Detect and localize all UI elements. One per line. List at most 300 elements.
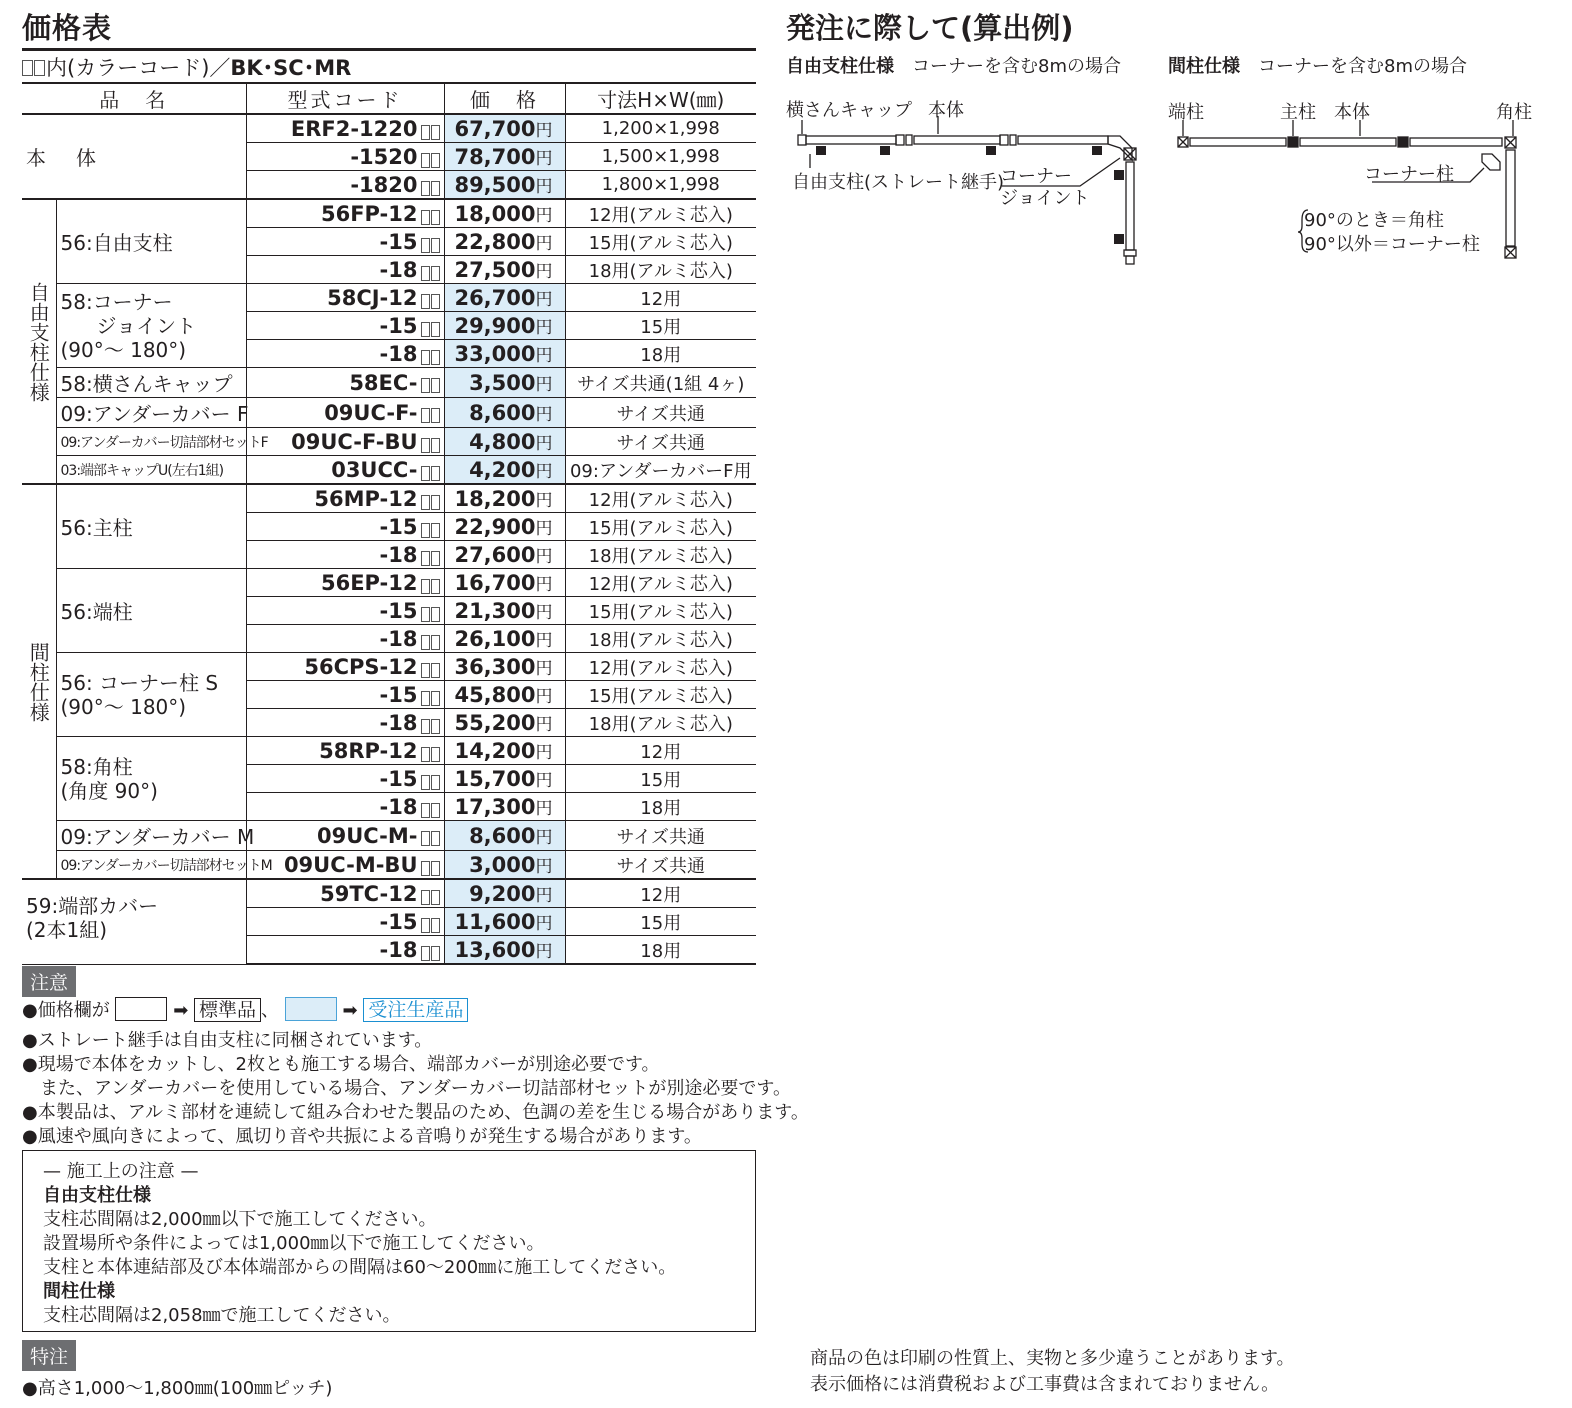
yen-unit: 円	[535, 914, 553, 934]
yen-unit: 円	[535, 234, 553, 254]
model-code-cell	[246, 709, 444, 737]
dimension-cell: 15用(アルミ芯入)	[565, 513, 756, 541]
color-code-placeholder-icon	[420, 827, 440, 842]
model-code-cell	[246, 171, 444, 200]
legend-bto-swatch	[285, 997, 337, 1021]
header-dim: 寸法H×W(㎜)	[565, 83, 756, 114]
legend-std-tag: 標準品	[194, 998, 261, 1022]
yen-unit: 円	[535, 462, 553, 482]
install-line-4: 支柱芯間隔は2,058㎜で施工してください。	[43, 1305, 401, 1326]
price-value: 3,500	[469, 371, 536, 395]
dimension-cell: 15用(アルミ芯入)	[565, 597, 756, 625]
price-cell	[444, 340, 565, 368]
header-name: 品 名	[22, 83, 246, 114]
price-value: 67,700	[454, 117, 536, 141]
product-name: 56: コーナー柱 S	[60, 670, 219, 695]
color-code-line	[22, 52, 351, 82]
price-cell	[444, 256, 565, 284]
install-line-2: 設置場所や条件によっては1,000㎜以下で施工してください。	[43, 1233, 545, 1254]
label-body: 本体	[928, 100, 964, 121]
model-code-cell	[246, 936, 444, 965]
model-code: -15	[379, 598, 418, 623]
model-code: 56EP-12	[320, 570, 418, 595]
category-cell: 自由支柱仕様	[22, 199, 56, 484]
dimension-cell: 1,800×1,998	[565, 171, 756, 200]
dimension-cell: 15用(アルミ芯入)	[565, 681, 756, 709]
dimension-cell: 18用	[565, 340, 756, 368]
price-value: 8,600	[469, 824, 536, 848]
yen-unit: 円	[535, 318, 553, 338]
color-code-placeholder-icon	[420, 799, 440, 814]
price-table	[22, 82, 756, 965]
color-code-placeholder-icon	[420, 462, 440, 477]
install-line-3: 支柱と本体連結部及び本体端部からの間隔は60～200㎜に施工してください。	[43, 1257, 677, 1278]
model-code-cell	[246, 228, 444, 256]
price-value: 27,500	[454, 258, 536, 282]
dimension-cell: 09:アンダーカバーF用	[565, 456, 756, 485]
dimension-cell: 1,500×1,998	[565, 143, 756, 171]
product-name: ジョイント	[96, 313, 197, 338]
model-code-cell	[246, 625, 444, 653]
mid-spec-title: 間柱仕様	[1168, 56, 1240, 77]
product-name-cell	[56, 569, 246, 653]
model-code-cell	[246, 879, 444, 908]
price-value: 45,800	[454, 683, 536, 707]
dimension-cell: サイズ共通	[565, 821, 756, 851]
product-name: 09:アンダーカバー切詰部材セットF	[60, 434, 268, 451]
label-square-post: 角柱	[1496, 102, 1532, 123]
table-row	[22, 456, 756, 485]
yen-unit: 円	[535, 575, 553, 595]
table-row	[22, 114, 756, 143]
special-badge: 特注	[22, 1340, 76, 1371]
yen-unit: 円	[535, 743, 553, 763]
product-name: 09:アンダーカバー切詰部材セットM	[60, 857, 272, 874]
price-cell	[444, 821, 565, 851]
table-row	[22, 398, 756, 428]
label-cond-2: 90°以外＝コーナー柱	[1304, 234, 1480, 255]
dimension-cell: 12用	[565, 737, 756, 765]
notes-badge: 注意	[22, 966, 76, 997]
yen-unit: 円	[535, 290, 553, 310]
product-name: 58:コーナー	[60, 289, 173, 314]
yen-unit: 円	[535, 434, 553, 454]
model-code-cell	[246, 484, 444, 513]
model-code: 58RP-12	[319, 738, 418, 763]
color-code-placeholder-icon	[420, 404, 440, 419]
body-panel-icon	[1190, 138, 1286, 146]
price-cell	[444, 143, 565, 171]
color-code-placeholder-icon	[420, 262, 440, 277]
product-name: 58:角柱	[60, 754, 133, 779]
price-value: 11,600	[454, 910, 536, 934]
yen-unit: 円	[535, 121, 553, 141]
color-code-placeholder-icon	[420, 743, 440, 758]
body-panel-icon	[806, 136, 896, 144]
model-code-cell	[246, 256, 444, 284]
price-cell	[444, 709, 565, 737]
color-code-placeholder-icon	[420, 206, 440, 221]
model-code: -15	[379, 682, 418, 707]
table-row	[22, 653, 756, 681]
dimension-cell: 15用(アルミ芯入)	[565, 228, 756, 256]
body-panel-vertical-icon	[1506, 150, 1515, 246]
color-code-placeholder-icon	[420, 603, 440, 618]
table-row	[22, 569, 756, 597]
model-code: -18	[379, 257, 418, 282]
color-code-placeholder-icon	[420, 575, 440, 590]
product-name: 03:端部キャップU(左右1組)	[60, 462, 224, 479]
product-name-cell	[56, 428, 268, 456]
model-code-cell	[246, 398, 444, 428]
label-free-post: 自由支柱(ストレート継手)	[792, 172, 1005, 193]
yen-unit: 円	[535, 687, 553, 707]
model-code: -15	[379, 766, 418, 791]
color-code-placeholder-icon	[420, 659, 440, 674]
price-cell	[444, 114, 565, 143]
model-code-cell	[246, 312, 444, 340]
title-divider	[22, 48, 756, 51]
price-value: 14,200	[454, 739, 536, 763]
color-code-placeholder-icon	[420, 491, 440, 506]
model-code-cell	[246, 793, 444, 821]
product-name-cell	[56, 737, 246, 821]
price-cell	[444, 936, 565, 965]
table-row	[22, 368, 756, 398]
install-head-free: 自由支柱仕様	[43, 1185, 151, 1206]
price-value: 17,300	[454, 795, 536, 819]
product-name-cell	[56, 398, 249, 428]
price-value: 22,900	[454, 515, 536, 539]
table-row	[22, 284, 756, 312]
table-header-row	[22, 83, 756, 114]
yen-unit: 円	[535, 828, 553, 848]
model-code: -15	[379, 313, 418, 338]
model-code-cell	[246, 765, 444, 793]
model-code-cell	[246, 199, 444, 228]
yen-unit: 円	[535, 177, 553, 197]
footer-note-2: 表示価格には消費税および工事費は含まれておりません。	[810, 1374, 1280, 1395]
corner-post-icon	[1482, 154, 1500, 170]
price-value: 78,700	[454, 145, 536, 169]
yen-unit: 円	[535, 942, 553, 962]
special-text: ●高さ1,000～1,800㎜(100㎜ピッチ)	[22, 1378, 333, 1399]
price-value: 26,700	[454, 286, 536, 310]
dimension-cell: 18用(アルミ芯入)	[565, 625, 756, 653]
yen-unit: 円	[535, 547, 553, 567]
table-row	[22, 428, 756, 456]
price-cell	[444, 398, 565, 428]
price-value: 33,000	[454, 342, 536, 366]
color-code-placeholder-icon	[420, 149, 440, 164]
color-code-placeholder-icon	[420, 914, 440, 929]
page-title: 価格表	[22, 11, 113, 45]
legend-prefix: ●価格欄が	[22, 1000, 110, 1021]
price-cell	[444, 793, 565, 821]
note-5: ●風速や風向きによって、風切り音や共振による音鳴りが発生する場合があります。	[22, 1126, 702, 1147]
body-panel-icon	[1300, 138, 1396, 146]
body-panel-icon	[914, 136, 1000, 144]
product-name: 59:端部カバー	[26, 894, 159, 918]
price-cell	[444, 653, 565, 681]
color-code-prefix: 内(カラーコード)／	[46, 56, 231, 80]
model-code: -18	[379, 937, 418, 962]
color-code-placeholder-icon	[420, 121, 440, 136]
category-cell: 間柱仕様	[22, 484, 56, 879]
model-code: 56MP-12	[314, 486, 418, 511]
product-name-cell	[56, 484, 246, 569]
dimension-cell: 15用	[565, 908, 756, 936]
price-cell	[444, 569, 565, 597]
dimension-cell: 12用(アルミ芯入)	[565, 199, 756, 228]
price-value: 3,000	[469, 853, 536, 877]
price-cell	[444, 541, 565, 569]
color-code-placeholder-icon	[420, 234, 440, 249]
color-code-placeholder-icon	[420, 346, 440, 361]
color-code-placeholder-icon	[420, 177, 440, 192]
model-code: -15	[379, 909, 418, 934]
model-code: -18	[379, 626, 418, 651]
model-code-cell	[246, 737, 444, 765]
price-cell	[444, 428, 565, 456]
main-post-icon	[1288, 137, 1298, 147]
price-cell	[444, 513, 565, 541]
price-value: 4,800	[469, 430, 536, 454]
yen-unit: 円	[535, 375, 553, 395]
dimension-cell: 18用(アルミ芯入)	[565, 709, 756, 737]
model-code: -15	[379, 514, 418, 539]
right-title: 発注に際して(算出例)	[786, 11, 1074, 45]
dimension-cell: 12用(アルミ芯入)	[565, 653, 756, 681]
price-value: 15,700	[454, 767, 536, 791]
model-code: 58CJ-12	[327, 285, 418, 310]
color-code-placeholder-icon	[420, 857, 440, 872]
model-code: -18	[379, 710, 418, 735]
price-value: 29,900	[454, 314, 536, 338]
model-code-cell	[246, 456, 444, 485]
yen-unit: 円	[535, 519, 553, 539]
label-rail-cap: 横さんキャップ	[786, 100, 912, 121]
product-name-cell	[56, 368, 246, 398]
model-code-cell	[246, 821, 444, 851]
mid-spec-heading	[1168, 52, 1467, 78]
model-code: 09UC-M-BU	[283, 852, 418, 877]
legend-bto-tag: 受注生産品	[363, 998, 468, 1022]
model-code: -1820	[350, 172, 418, 197]
yen-unit: 円	[535, 659, 553, 679]
product-name-cell	[56, 851, 272, 880]
price-value: 9,200	[469, 882, 536, 906]
color-code-placeholder-icon	[420, 547, 440, 562]
product-name-cell	[56, 199, 246, 284]
dimension-cell: 18用(アルミ芯入)	[565, 256, 756, 284]
table-row	[22, 879, 756, 908]
rail-cap-left-icon	[798, 135, 806, 145]
dimension-cell: 12用	[565, 284, 756, 312]
product-name: 56:自由支柱	[60, 231, 173, 255]
model-code: -18	[379, 341, 418, 366]
header-price: 価 格	[444, 83, 565, 114]
model-code: -15	[379, 229, 418, 254]
dimension-cell: 12用	[565, 879, 756, 908]
price-value: 27,600	[454, 543, 536, 567]
product-name: 56:端柱	[60, 600, 133, 624]
note-4: ●本製品は、アルミ部材を連続して組み合わせた製品のため、色調の差を生じる場合があります。	[22, 1102, 809, 1123]
label-end-post: 端柱	[1168, 102, 1204, 123]
yen-unit: 円	[535, 262, 553, 282]
product-name-cell	[22, 879, 246, 964]
model-code-cell	[246, 541, 444, 569]
price-value: 16,700	[454, 571, 536, 595]
yen-unit: 円	[535, 857, 553, 877]
product-name: 09:アンダーカバー F	[60, 402, 249, 426]
free-spec-sub: コーナーを含む8mの場合	[912, 56, 1121, 77]
product-name-cell	[22, 114, 246, 199]
product-name: (90°～ 180°)	[60, 694, 187, 719]
model-code: 03UCC-	[331, 457, 418, 482]
color-code-placeholder-icon	[420, 942, 440, 957]
table-row	[22, 851, 756, 880]
model-code: 56FP-12	[320, 201, 418, 226]
model-code: 09UC-F-	[324, 400, 418, 425]
color-code-values: BK･SC･MR	[230, 56, 352, 80]
color-code-placeholder-icon	[22, 60, 33, 76]
dimension-cell: サイズ共通	[565, 851, 756, 880]
price-value: 18,200	[454, 487, 536, 511]
product-name: 本 体	[26, 146, 101, 170]
legend-line	[22, 996, 468, 1022]
price-cell	[444, 171, 565, 200]
product-name-cell	[56, 284, 246, 368]
model-code-cell	[246, 681, 444, 709]
price-value: 26,100	[454, 627, 536, 651]
model-code-cell	[246, 569, 444, 597]
model-code: 09UC-F-BU	[291, 429, 418, 454]
dimension-cell: サイズ共通(1組 4ヶ)	[565, 368, 756, 398]
yen-unit: 円	[535, 206, 553, 226]
install-title: — 施工上の注意 —	[43, 1161, 199, 1182]
arrow-icon: ➡	[342, 1000, 358, 1021]
color-code-placeholder-icon	[34, 60, 45, 76]
yen-unit: 円	[535, 603, 553, 623]
product-name: (90°～ 180°)	[60, 337, 187, 362]
color-code-placeholder-icon	[420, 715, 440, 730]
model-code: -18	[379, 794, 418, 819]
install-head-mid: 間柱仕様	[43, 1281, 115, 1302]
model-code: 09UC-M-	[317, 823, 418, 848]
table-row	[22, 821, 756, 851]
dimension-cell: 12用(アルミ芯入)	[565, 484, 756, 513]
dimension-cell: 18用	[565, 793, 756, 821]
header-code: 型式コード	[246, 83, 444, 114]
dimension-cell: サイズ共通	[565, 398, 756, 428]
footer-note-1: 商品の色は印刷の性質上、実物と多少違うことがあります。	[810, 1348, 1295, 1369]
arrow-icon: ➡	[173, 1000, 189, 1021]
body-panel-icon	[1410, 138, 1502, 146]
label-body-mid: 本体	[1334, 102, 1370, 123]
color-code-placeholder-icon	[420, 374, 440, 389]
note-2: ●現場で本体をカットし、2枚とも施工する場合、端部カバーが別途必要です。	[22, 1054, 660, 1075]
product-name-cell	[56, 821, 255, 851]
product-name: (2本1組)	[26, 918, 108, 942]
price-value: 55,200	[454, 711, 536, 735]
model-code-cell	[246, 428, 444, 456]
color-code-placeholder-icon	[420, 519, 440, 534]
table-row	[22, 199, 756, 228]
product-name-cell	[56, 653, 246, 737]
yen-unit: 円	[535, 346, 553, 366]
model-code-cell	[246, 368, 444, 398]
model-code-cell	[246, 597, 444, 625]
price-cell	[444, 851, 565, 880]
price-cell	[444, 737, 565, 765]
install-notes-box	[22, 1150, 756, 1332]
price-cell	[444, 597, 565, 625]
price-cell	[444, 908, 565, 936]
label-corner-post: コーナー柱	[1364, 164, 1454, 185]
price-cell	[444, 284, 565, 312]
model-code-cell	[246, 851, 444, 880]
color-code-placeholder-icon	[420, 631, 440, 646]
note-1: ●ストレート継手は自由支柱に同梱されています。	[22, 1030, 433, 1051]
color-code-placeholder-icon	[420, 687, 440, 702]
label-cond-1: 90°のとき＝角柱	[1304, 210, 1444, 231]
product-name-cell	[56, 456, 246, 485]
model-code: 58EC-	[349, 370, 418, 395]
price-cell	[444, 456, 565, 485]
yen-unit: 円	[535, 799, 553, 819]
color-code-placeholder-icon	[420, 290, 440, 305]
body-panel-icon	[1018, 136, 1108, 144]
model-code-cell	[246, 513, 444, 541]
yen-unit: 円	[535, 149, 553, 169]
dimension-cell: 15用	[565, 312, 756, 340]
price-cell	[444, 681, 565, 709]
model-code: 56CPS-12	[304, 654, 418, 679]
model-code: 59TC-12	[320, 881, 418, 906]
price-value: 18,000	[454, 202, 536, 226]
price-cell	[444, 368, 565, 398]
color-code-placeholder-icon	[420, 434, 440, 449]
dimension-cell: 1,200×1,998	[565, 114, 756, 143]
label-corner-joint-2: ジョイント	[1000, 188, 1090, 209]
yen-unit: 円	[535, 715, 553, 735]
color-code-placeholder-icon	[420, 886, 440, 901]
yen-unit: 円	[535, 631, 553, 651]
model-code-cell	[246, 143, 444, 171]
note-3: また、アンダーカバーを使用している場合、アンダーカバー切詰部材セットが別途必要です。	[40, 1078, 791, 1099]
price-cell	[444, 312, 565, 340]
free-spec-title: 自由支柱仕様	[786, 56, 894, 77]
price-value: 21,300	[454, 599, 536, 623]
yen-unit: 円	[535, 886, 553, 906]
price-cell	[444, 625, 565, 653]
color-code-placeholder-icon	[420, 771, 440, 786]
dimension-cell: 18用	[565, 936, 756, 965]
price-value: 89,500	[454, 173, 536, 197]
color-code-placeholder-icon	[420, 318, 440, 333]
legend-std-swatch	[115, 997, 167, 1021]
price-cell	[444, 199, 565, 228]
model-code-cell	[246, 340, 444, 368]
product-name: 09:アンダーカバー M	[60, 825, 255, 849]
table-row	[22, 737, 756, 765]
table-row	[22, 484, 756, 513]
dimension-cell: 18用(アルミ芯入)	[565, 541, 756, 569]
model-code-cell	[246, 653, 444, 681]
price-value: 13,600	[454, 938, 536, 962]
price-cell	[444, 765, 565, 793]
